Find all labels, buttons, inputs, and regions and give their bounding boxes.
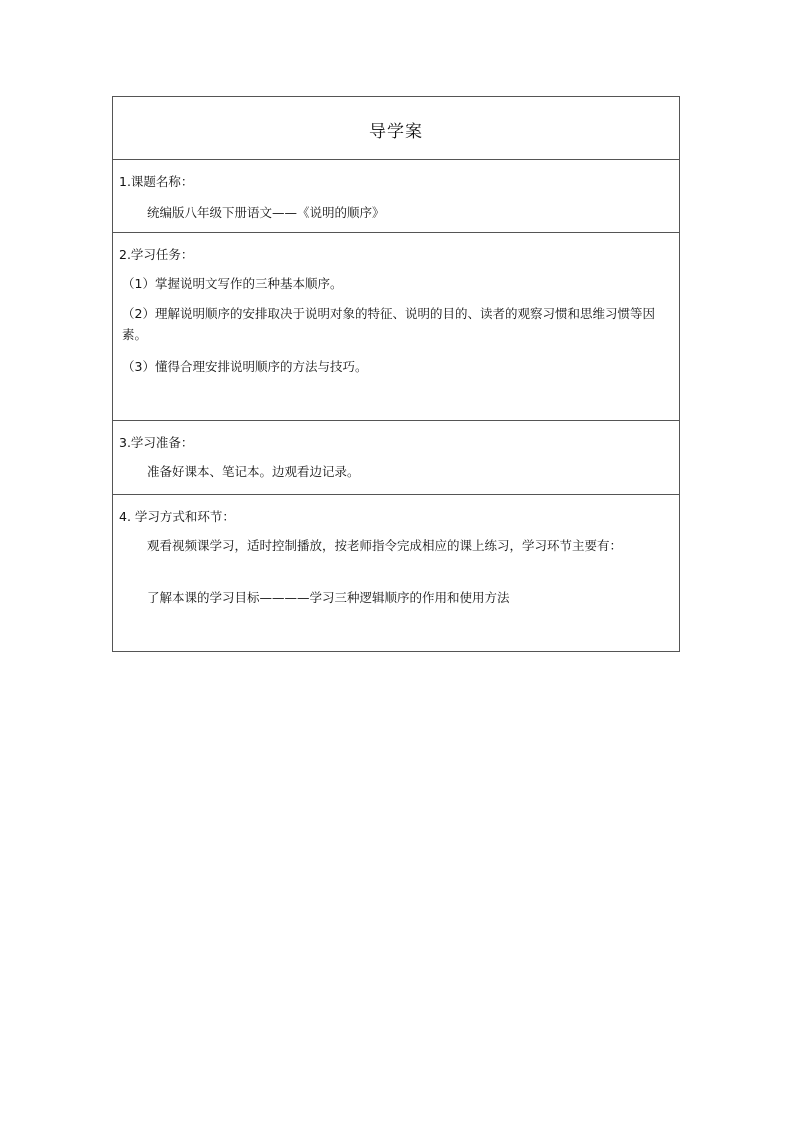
method-step: 了解本课的学习目标————学习三种逻辑顺序的作用和使用方法 [147,590,510,605]
section-heading: 2.学习任务： [119,247,194,262]
preparation-text: 准备好课本、笔记本。边观看边记录。 [147,464,360,479]
task-item: （2）理解说明顺序的安排取决于说明对象的特征、说明的目的、读者的观察习惯和思维习惯等因素。 [122,306,655,342]
document-title: 导学案 [369,122,423,142]
method-paragraph: 观看视频课学习，适时控制播放，按老师指令完成相应的课上练习，学习环节主要有： [147,538,623,553]
task-item: （1）掌握说明文写作的三种基本顺序。 [122,276,343,291]
section-heading: 1.课题名称： [119,174,194,189]
section-heading: 3.学习准备： [119,435,194,450]
section-preparation [113,421,679,495]
section-heading: 4. 学习方式和环节： [119,509,235,524]
section-learning-method [113,495,679,651]
study-guide-table [112,96,680,652]
course-name-text: 统编版八年级下册语文——《说明的顺序》 [147,205,385,220]
title-row [113,97,679,160]
section-course-name [113,160,679,233]
task-item: （3）懂得合理安排说明顺序的方法与技巧。 [122,359,368,374]
section-learning-tasks [113,233,679,421]
